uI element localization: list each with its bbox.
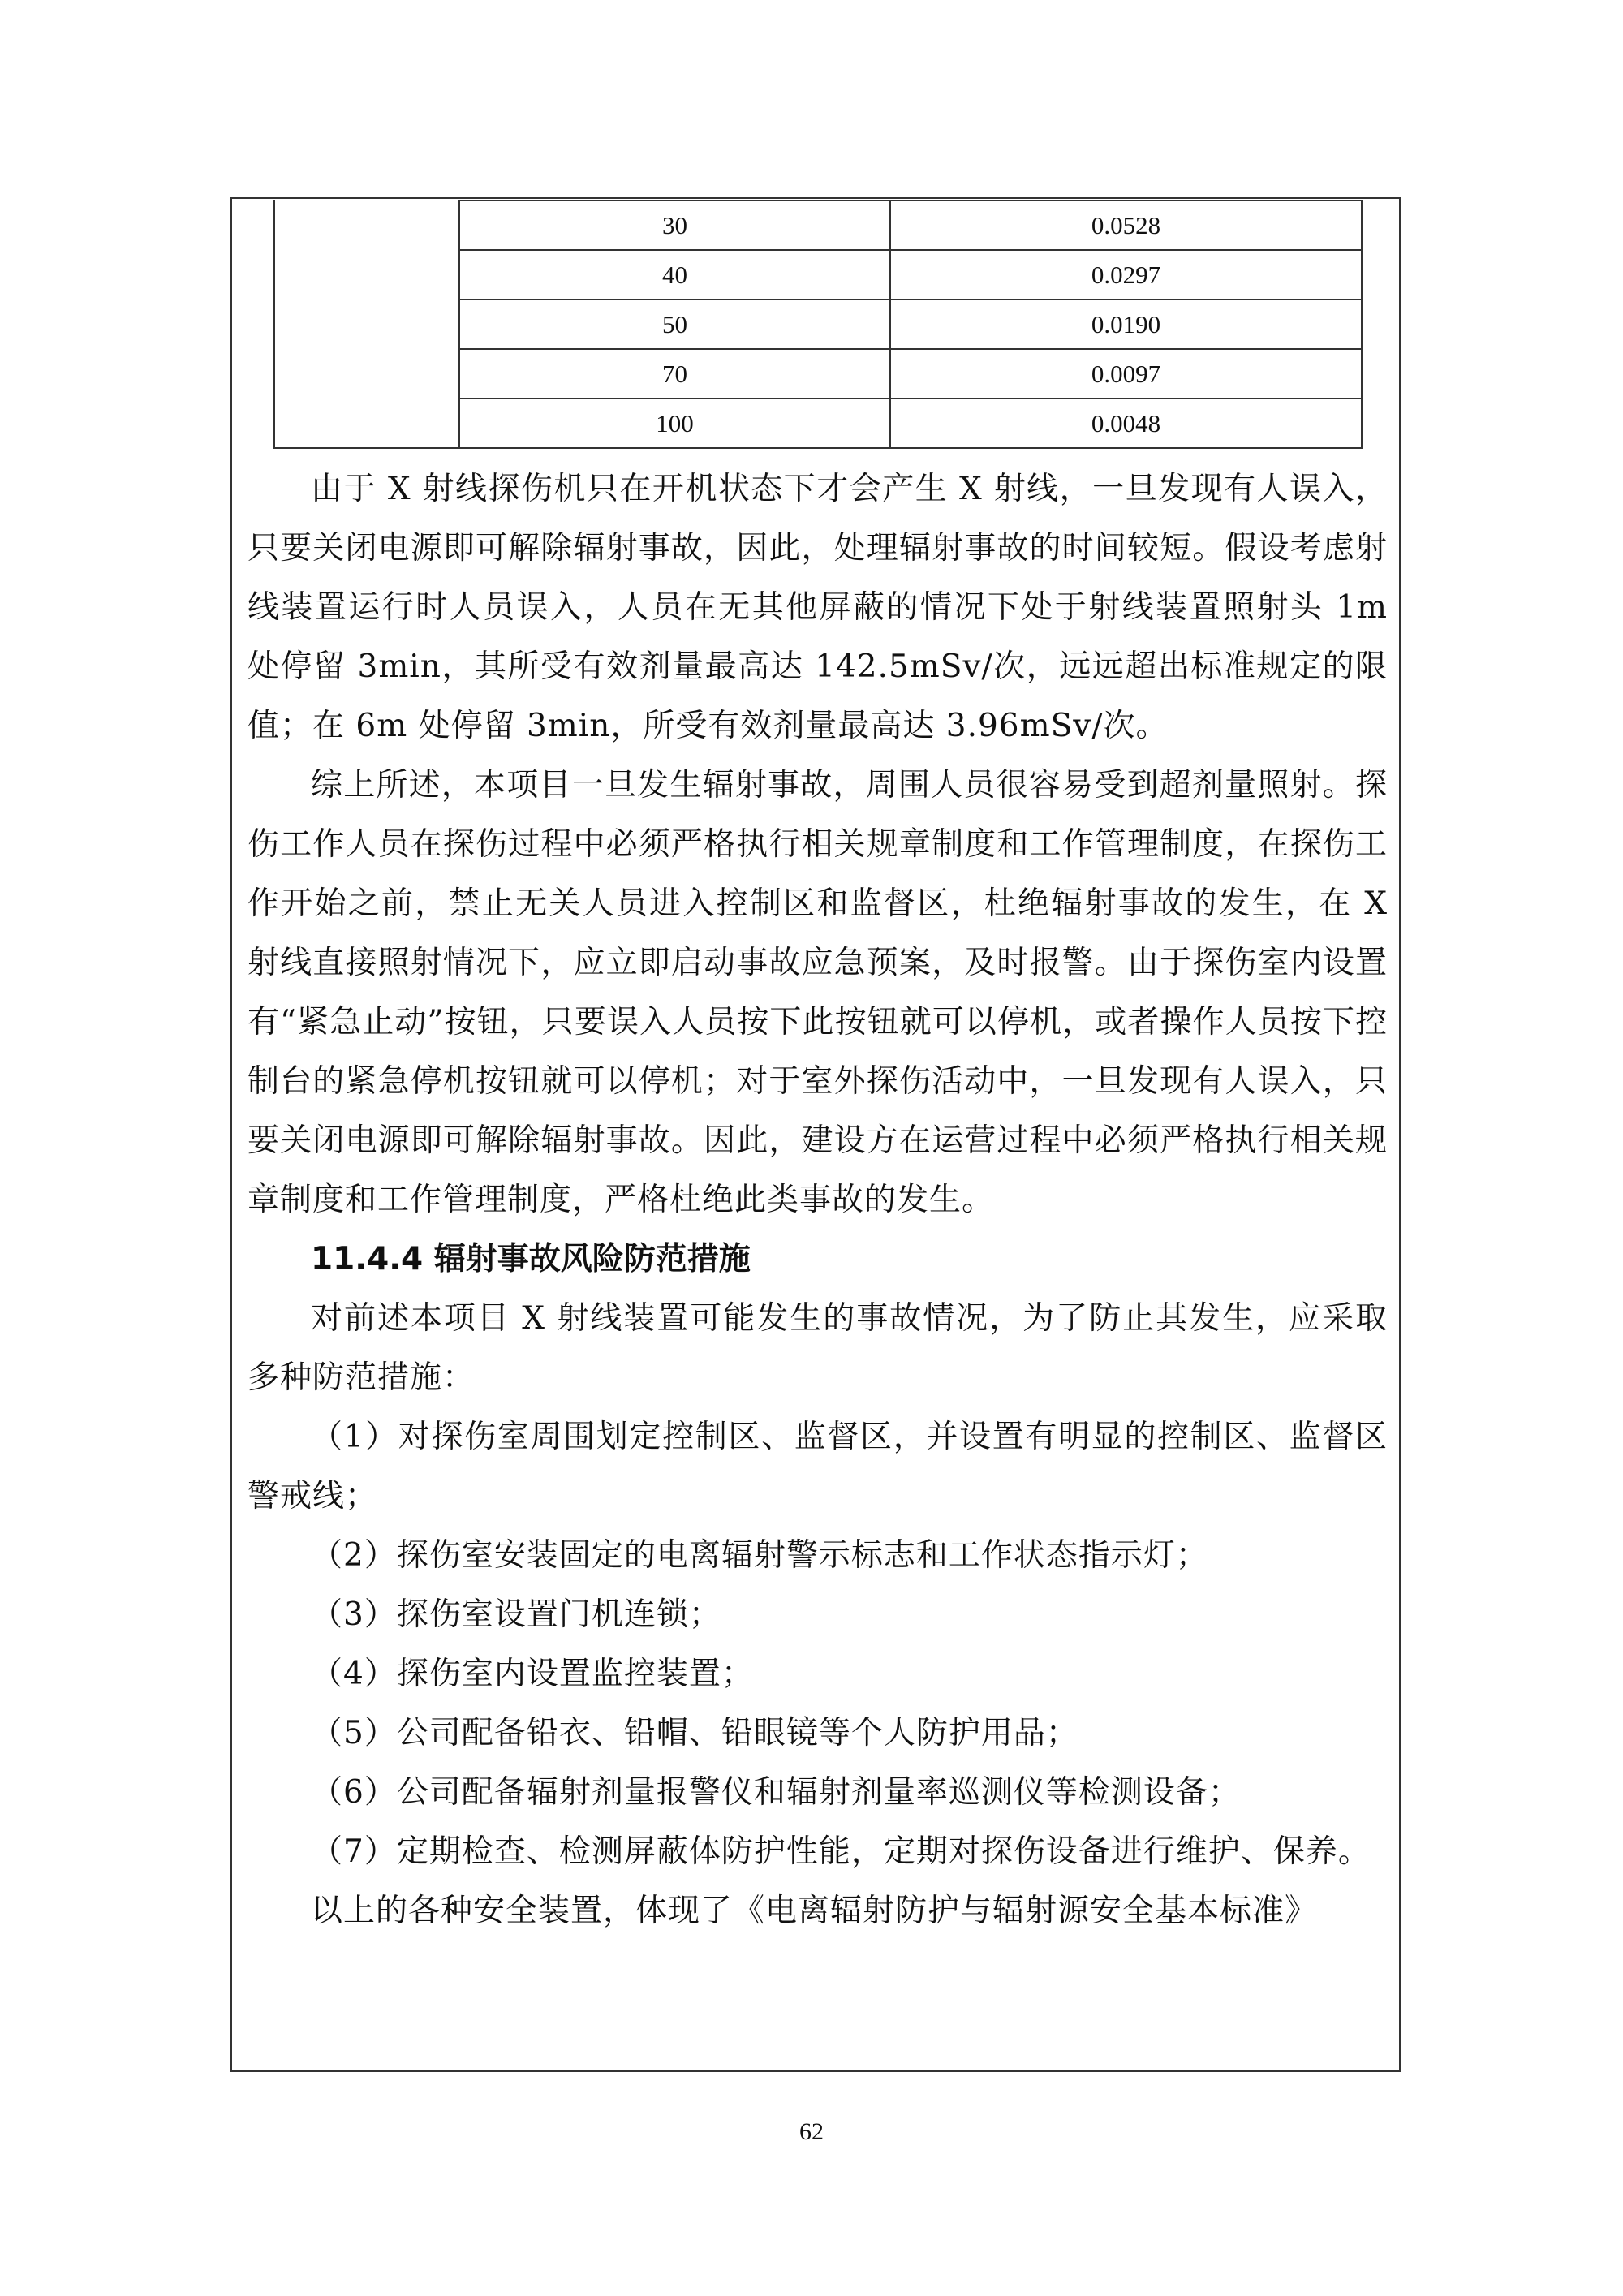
table-row xyxy=(274,200,1362,250)
list-item: （2）探伤室安装固定的电离辐射警示标志和工作状态指示灯； xyxy=(311,1537,1208,1574)
dose-cell: 0.0297 xyxy=(890,250,1362,299)
paragraph-summary: 综上所述，本项目一旦发生辐射事故，周围人员很容易受到超剂量照射。探伤工作人员在探伤过程中必须严格执行相关规章制度和工作管理制度，在探伤工作开始之前，禁止无关人员进入控制区和监督区，杜绝辐射事故的发生，在 X 射线直接照射情况下，应立即启动事故应急预案，及时报警。由于探伤室内设置有“紧急止动”按钮，只要误入人员按下此按钮就可以停机，或者操作人员按下控制台的紧急停机按钮就可以停机；对于室外探伤活动中，一旦发现有人误入，只要关闭电源即可解除辐射事故。因此，建设方在运营过程中必须严格执行相关规章制度和工作管理制度，严格杜绝此类事故的发生。 xyxy=(248,767,1388,1218)
distance-cell: 70 xyxy=(459,349,890,398)
body-content xyxy=(248,459,1388,1941)
list-item: （1）对探伤室周围划定控制区、监督区，并设置有明显的控制区、监督区警戒线； xyxy=(248,1419,1388,1514)
dose-cell: 0.0048 xyxy=(890,398,1362,448)
paragraph-accident-analysis: 由于 X 射线探伤机只在开机状态下才会产生 X 射线，一旦发现有人误入，只要关闭电源即可解除辐射事故，因此，处理辐射事故的时间较短。假设考虑射线装置运行时人员误入，人员在无其他屏蔽的情况下处于射线装置照射头 1m 处停留 3min，其所受有效剂量最高达 142.5mSv/次，远远超出标准规定的限值；在 6m 处停留 3min，所受有效剂量最高达 3.96mSv/次。 xyxy=(248,471,1388,744)
dose-cell: 0.0190 xyxy=(890,299,1362,349)
dose-cell: 0.0528 xyxy=(890,200,1362,250)
paragraph-closing: 以上的各种安全装置，体现了《电离辐射防护与辐射源安全基本标准》 xyxy=(311,1893,1318,1929)
section-heading: 11.4.4 辐射事故风险防范措施 xyxy=(311,1241,751,1277)
list-item: （4）探伤室内设置监控装置； xyxy=(311,1656,754,1692)
list-item: （5）公司配备铅衣、铅帽、铅眼镜等个人防护用品； xyxy=(311,1715,1078,1751)
distance-cell: 40 xyxy=(459,250,890,299)
list-item: （3）探伤室设置门机连锁； xyxy=(311,1596,721,1633)
distance-cell: 30 xyxy=(459,200,890,250)
page-number: 62 xyxy=(799,2118,824,2145)
list-item: （6）公司配备辐射剂量报警仪和辐射剂量率巡测仪等检测设备； xyxy=(311,1774,1241,1811)
paragraph-measures-intro: 对前述本项目 X 射线装置可能发生的事故情况，为了防止其发生，应采取多种防范措施： xyxy=(248,1300,1388,1396)
distance-cell: 50 xyxy=(459,299,890,349)
dose-table xyxy=(273,200,1363,449)
distance-cell: 100 xyxy=(459,398,890,448)
table-blank-cell xyxy=(274,200,459,448)
dose-cell: 0.0097 xyxy=(890,349,1362,398)
list-item: （7）定期检查、检测屏蔽体防护性能，定期对探伤设备进行维护、保养。 xyxy=(311,1833,1371,1870)
